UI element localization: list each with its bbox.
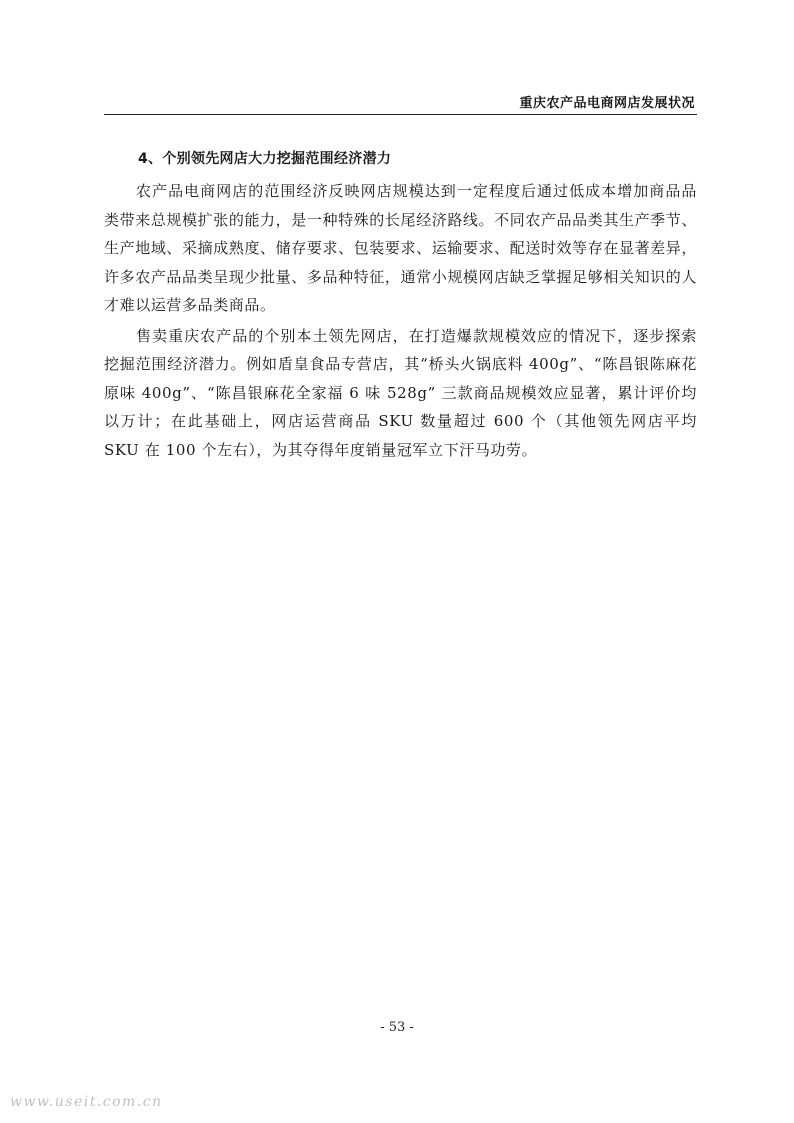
page-header [104, 92, 697, 115]
body-paragraph: 农产品电商网店的范围经济反映网店规模达到一定程度后通过低成本增加商品品类带来总规模扩张的能力，是一种特殊的长尾经济路线。不同农产品品类其生产季节、生产地域、采摘成熟度、储存要求、包装要求、运输要求、配送时效等存在显著差异，许多农产品品类呈现少批量、多品种特征，通常小规模网店缺乏掌握足够相关知识的人才难以运营多品类商品。 [104, 182, 697, 314]
section-heading: 4、个别领先网店大力挖掘范围经济潜力 [138, 151, 392, 167]
main-content [104, 147, 697, 464]
header-title: 重庆农产品电商网店发展状况 [519, 96, 695, 111]
page-number: - 53 - [380, 1020, 414, 1035]
watermark: www.useit.com.cn [10, 1094, 163, 1110]
body-paragraph: 售卖重庆农产品的个别本土领先网店，在打造爆款规模效应的情况下，逐步探索挖掘范围经济潜力。例如盾皇食品专营店，其“桥头火锅底料 400g”、“陈昌银陈麻花原味 400g”、“陈昌银麻花全家福 6 味 528g” 三款商品规模效应显著，累计评价均以万计；在此基础上，网店运营商品 SKU 数量超过 600 个（其他领先网店平均 SKU 在 100 个左右），为其夺得年度销量冠军立下汗马功劳。 [104, 326, 697, 459]
